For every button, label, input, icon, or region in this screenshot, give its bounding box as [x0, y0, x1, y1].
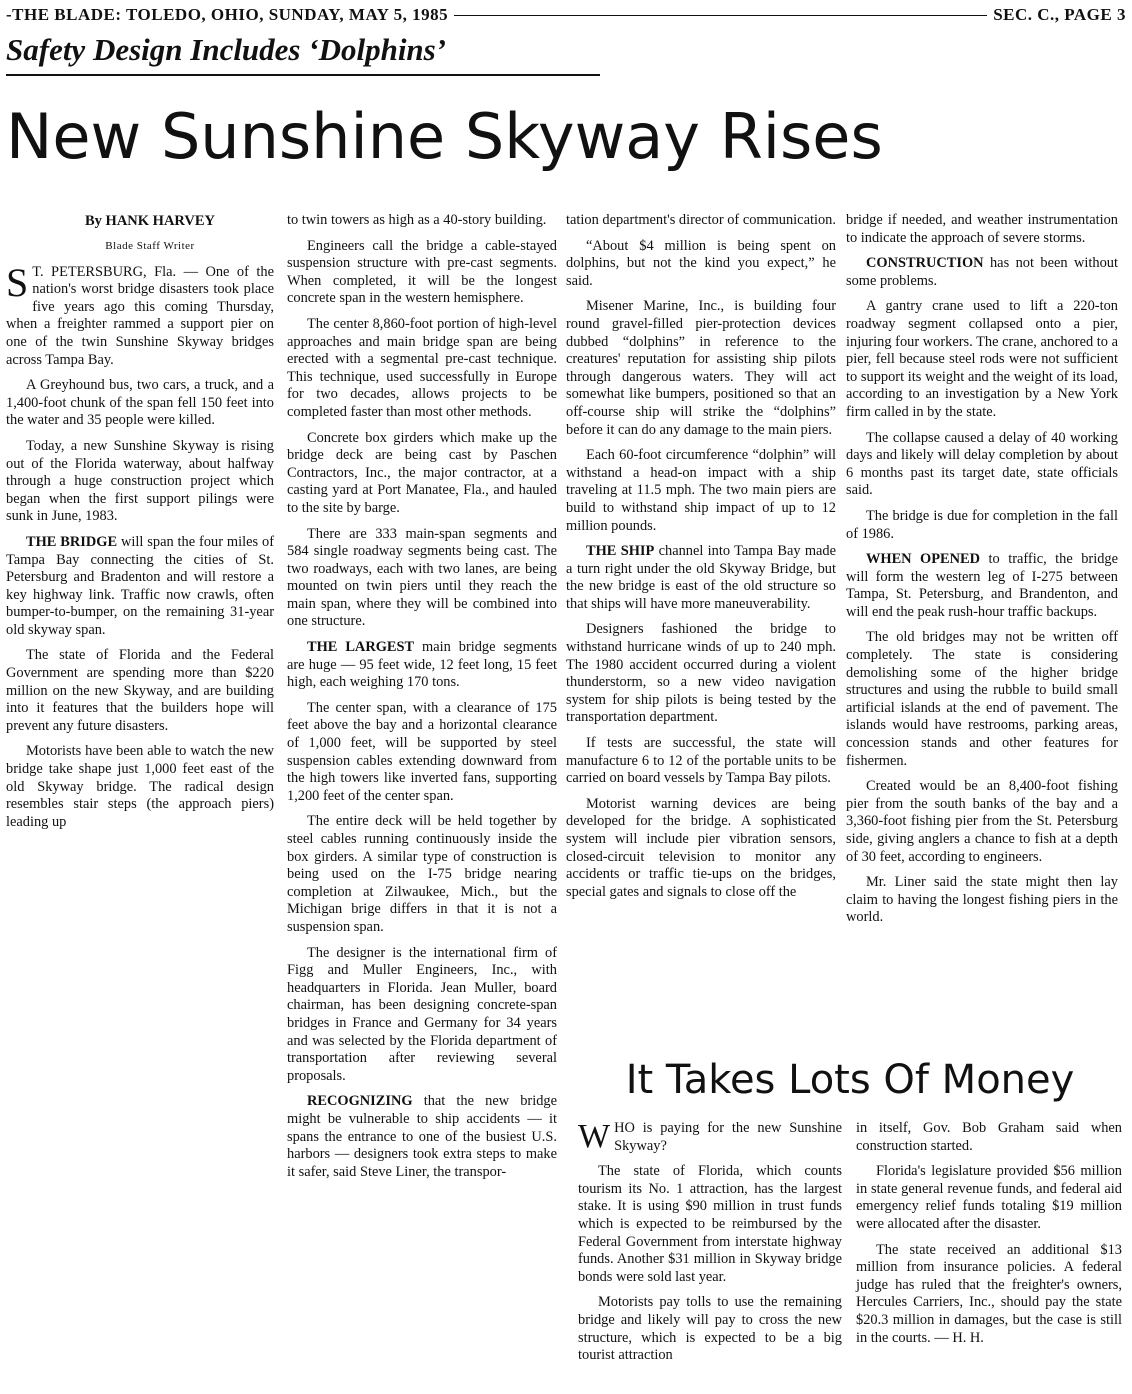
paragraph: WHO is paying for the new Sunshine Skyway? — [578, 1118, 842, 1155]
article-column-4 — [846, 212, 1118, 935]
paragraph: Misener Marine, Inc., is building four round gravel-filled pier-protection devices dubbed “dolphins” in reference to the creatures' reputation for assisting ship pilots through dangerous waters. They will act somewhat like bumpers, positioned so that an off-course ship will strike the “dolphins” before it can do any damage to the main piers. — [566, 298, 836, 438]
paragraph: Mr. Liner said the state might then lay claim to having the longest fishing piers in the world. — [846, 874, 1118, 926]
paragraph: Designers fashioned the bridge to withstand hurricane winds of up to 240 mph. The 1980 accident occurred during a violent thunderstorm, so a new video navigation system for ship pilots is being tested by the transportation department. — [566, 621, 836, 726]
paragraph: If tests are successful, the state will manufacture 6 to 12 of the portable units to be carried on board vessels by Tampa Bay pilots. — [566, 735, 836, 787]
paragraph: The entire deck will be held together by steel cables running continuously inside the box girders. A similar type of construction is being used on the I-75 bridge nearing completion at Zilwaukee, Mich., but the Michigan brige differs in that it is not a suspension span. — [287, 813, 557, 935]
masthead-dateline: -THE BLADE: TOLEDO, OHIO, SUNDAY, MAY 5, 1985 — [6, 5, 449, 24]
paragraph: Motorists pay tolls to use the remaining bridge and likely will pay to cross the new structure, which is expected to be a big tourist attraction — [578, 1294, 842, 1364]
paragraph: A Greyhound bus, two cars, a truck, and a 1,400-foot chunk of the span fell 150 feet into the water and 35 people were killed. — [6, 377, 274, 429]
paragraph: Each 60-foot circumference “dolphin” will withstand a head-on impact with a ship traveling at 11.5 mph. The two main piers are build to withstand ship impact of up to 12 million pounds. — [566, 447, 836, 534]
sidebar-headline: It Takes Lots Of Money — [625, 1057, 1075, 1103]
paragraph: WHEN OPENED to traffic, the bridge will form the western leg of I-275 between Tampa, St. Petersburg, and Brandenton, and will end the peak rush-hour traffic backups. — [846, 551, 1118, 620]
paragraph: RECOGNIZING that the new bridge might be vulnerable to ship accidents — it spans the entrance to one of the busiest U.S. harbors — designers took extra steps to make it safer, said Steve Liner, the transpor- — [287, 1093, 557, 1180]
paragraph: Today, a new Sunshine Skyway is rising out of the Florida waterway, about halfway through a huge construction project which began when the first support pilings were sunk in June, 1983. — [6, 437, 274, 525]
paragraph: THE SHIP channel into Tampa Bay made a turn right under the old Skyway Bridge, but the new bridge is east of the old structure so that ships will have more maneuverability. — [566, 543, 837, 612]
sidebar-column-2 — [856, 1120, 1122, 1355]
kicker-headline: Safety Design Includes ‘Dolphins’ — [6, 30, 600, 76]
paragraph: The state of Florida, which counts tourism its No. 1 attraction, has the largest stake. It is using $90 million in trust funds which is expected to be reimbursed by the Federal Government from interstate highway funds. Another $31 million in Skyway bridge bonds were sold last year. — [578, 1163, 842, 1285]
paragraph: S T. PETERSBURG, Fla. — One of the nation's worst bridge disasters took place five years ago this coming Thursday, when a freighter rammed a support pier on one of the twin Sunshine Skyway bridges across Tampa Bay. — [6, 259, 274, 368]
paragraph: The state received an additional $13 million from insurance policies. A federal judge has ruled that the freighter's owners, Hercules Carriers, Inc., should pay the state $20.3 million in damages, but the case is still in the courts. — H. H. — [856, 1241, 1122, 1346]
paragraph: The center span, with a clearance of 175 feet above the bay and a horizontal clearance of 1,000 feet, will be supported by steel suspension cables extending downward from the high towers like inverted fans, supporting 1,200 feet of the center span. — [287, 699, 557, 804]
paragraph: The bridge is due for completion in the fall of 1986. — [846, 507, 1118, 542]
article-column-1 — [6, 212, 274, 839]
paragraph: Engineers call the bridge a cable-stayed suspension structure with pre-cast segments. When completed, it will be the longest concrete span in the western hemisphere. — [287, 237, 557, 307]
paragraph: CONSTRUCTION has not been without some problems. — [846, 255, 1118, 289]
paragraph: The old bridges may not be written off completely. The state is considering demolishing some of the higher bridge structures and using the rubble to build small artificial islands at the end of pavement. The islands would have restrooms, parking areas, concession stands and other features for fishermen. — [846, 629, 1118, 769]
paragraph: Motorist warning devices are being developed for the bridge. A sophisticated system will include pier vibration sensors, closed-circuit television to monitor any accidents or traffic tie-ups on the bridges, special gates and signals to close off the — [566, 795, 836, 900]
masthead-section: SEC. C., PAGE 3 — [993, 5, 1126, 24]
paragraph: The state of Florida and the Federal Government are spending more than $220 million on the new Skyway, and are building into it features that the builders hope will prevent any future disasters. — [6, 647, 274, 734]
dropcap: S — [6, 259, 29, 305]
masthead — [6, 4, 1126, 26]
paragraph: The collapse caused a delay of 40 working days and likely will delay completion by about 6 months past its target date, state officials said. — [846, 429, 1118, 499]
byline: By HANK HARVEY — [85, 213, 215, 229]
paragraph: A gantry crane used to lift a 220-ton roadway segment collapsed onto a pier, injuring four workers. The crane, anchored to a pier, fell because steel rods were not sufficient to support its weight and the weight of its load, according to an investigation by a New York firm called in by the state. — [846, 298, 1118, 420]
article-column-3 — [566, 212, 836, 909]
paragraph: in itself, Gov. Bob Graham said when construction started. — [856, 1120, 1122, 1154]
dropcap: W — [578, 1118, 611, 1155]
paragraph: There are 333 main-span segments and 584 single roadway segments being cast. The two roadways, each with two lanes, are being mounted on twin piers until they reach the main span, where they will be combined into one structure. — [287, 525, 557, 630]
paragraph: The designer is the international firm of Figg and Muller Engineers, Inc., with headquarters in Florida. Jean Muller, board chairman, has been designing concrete-span bridges in France and Germany for 34 years and was selected by the Florida department of transportation after reviewing several proposals. — [287, 944, 557, 1084]
article-column-2 — [287, 212, 557, 1189]
paragraph: bridge if needed, and weather instrumentation to indicate the approach of severe storms. — [846, 212, 1118, 246]
paragraph: tation department's director of communication. — [566, 212, 836, 228]
paragraph: Florida's legislature provided $56 million in state general revenue funds, and federal aid emergency relief funds totaling $19 million were allocated after the disaster. — [856, 1163, 1122, 1232]
paragraph: THE LARGEST main bridge segments are huge — 95 feet wide, 12 feet long, 15 feet high, each weighing 170 tons. — [287, 639, 558, 691]
paragraph: Concrete box girders which make up the bridge deck are being cast by Paschen Contractors, Inc., the major contractor, at a casting yard at Port Manatee, Fla., and hauled to the site by barge. — [287, 429, 557, 516]
paragraph: “About $4 million is being spent on dolphins, but not the kind you expect,” he said. — [566, 237, 836, 289]
paragraph: THE BRIDGE will span the four miles of Tampa Bay connecting the cities of St. Petersburg and Bradenton and will restore a key highway link. Traffic now crawls, often bumper-to-bumper, on the remaining 31-year old skyway span. — [6, 533, 274, 638]
byline-credit: Blade Staff Writer — [105, 240, 195, 252]
paragraph: to twin towers as high as a 40-story building. — [287, 212, 547, 228]
masthead-rule — [454, 15, 987, 16]
sidebar-column-1 — [578, 1120, 842, 1373]
main-headline: New Sunshine Skyway Rises — [6, 100, 883, 173]
paragraph: Motorists have been able to watch the new bridge take shape just 1,000 feet east of the old Skyway bridge. The radical design resembles stair steps (the approach piers) leading up — [6, 743, 274, 830]
paragraph: The center 8,860-foot portion of high-level approaches and main bridge span are being erected with a segmental pre-cast technique. This technique, used successfully in Europe for two decades, allows projects to be completed faster than most other methods. — [287, 315, 557, 420]
paragraph: Created would be an 8,400-foot fishing pier from the south banks of the bay and a 3,360-foot fishing pier from the St. Petersburg side, giving anglers a chance to fish at a depth of 30 feet, according to engineers. — [846, 778, 1118, 865]
